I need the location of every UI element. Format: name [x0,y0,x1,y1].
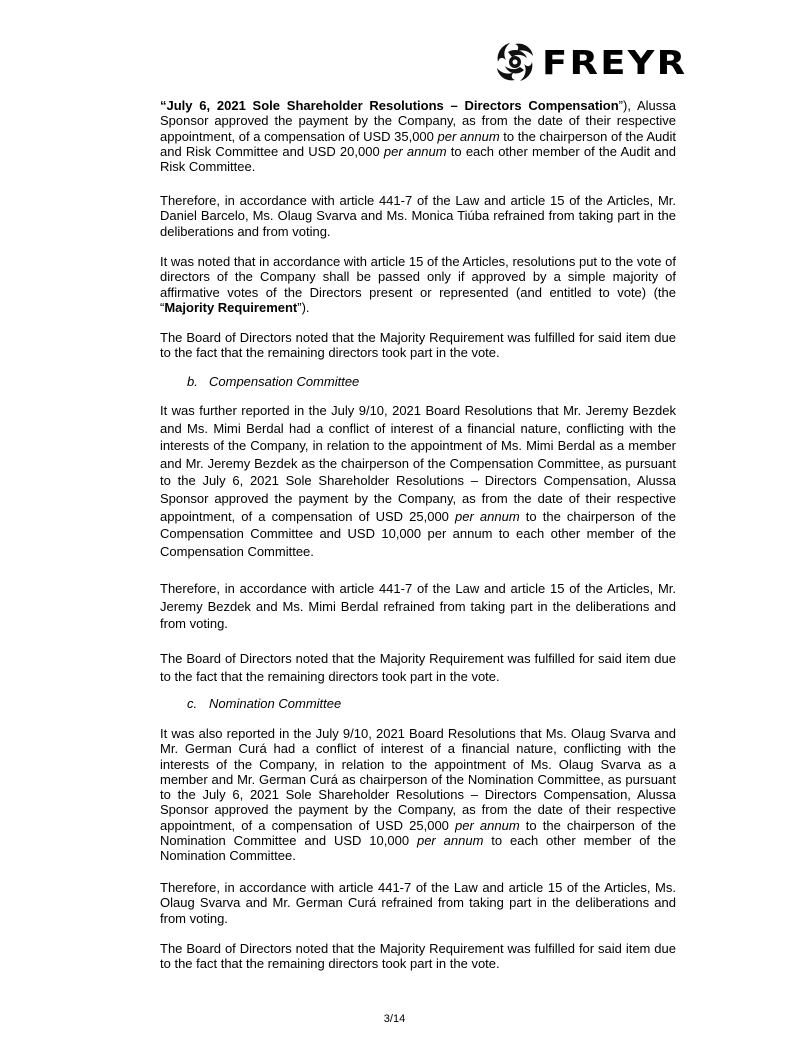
paragraph-audit-compensation [160,98,676,174]
italic-text: per annum [455,817,520,833]
paragraph-majority-fulfilled-nomination: The Board of Directors noted that the Majority Requirement was fulfilled for said item due to the fact that the remaining directors took part in the vote. [160,941,676,972]
text: to the chairperson of the Nomination Committee and USD 10,000 [160,817,676,849]
text: ”). [297,299,310,315]
text: to the chairperson of the Audit and Risk Committee and USD 20,000 [160,128,677,159]
paragraph-compensation-refrained: Therefore, in accordance with article 441-7 of the Law and article 15 of the Articles, Mr. Jeremy Bezdek and Ms. Mimi Berdal refrained from taking part in the deliberations and from voting. [160,581,676,632]
subheading-title: Compensation Committee [209,374,360,389]
subheading-letter: b. [187,374,198,389]
defined-term-directors-compensation: “July 6, 2021 Sole Shareholder Resolutions – Directors Compensation [160,98,619,113]
paragraph-nomination-conflict [160,726,676,864]
text: to each other member of the Nomination Committee. [160,833,677,864]
subheading-nomination-committee [187,696,341,712]
text: to the chairperson of the Compensation Committee and USD 10,000 per annum to each other member of the Compensation Committee. [160,508,676,559]
text: It was also reported in the July 9/10, 2021 Board Resolutions that Ms. Olaug Svarva and Mr. German Curá had a conflict of interest of a financial nature, conflicting with the interests of the Company, in relation to the appointment of Ms. Olaug Svarva as a member and Mr. German Curá as chairperson of the Nomination Committee, as pursuant to the July 6, 2021 Sole Shareholder Resolutions – Directors Compensation, Alussa Sponsor approved the payment by the Company, as from the date of their respective appointment, of a compensation of USD 25,000 [160,726,676,833]
text: to each other member of the Audit and Risk Committee. [160,143,676,175]
paragraph-majority-requirement [160,254,676,315]
text: It was further reported in the July 9/10, 2021 Board Resolutions that Mr. Jeremy Bezdek and Ms. Mimi Berdal had a conflict of interest of a financial nature, conflicting with the interests of the Company, in relation to the appointment of Ms. Mimi Berdal as a member and Mr. Jeremy Bezdek as the chairperson of the Compensation Committee, as pursuant to the July 6, 2021 Sole Shareholder Resolutions – Directors Compensation, Alussa Sponsor approved the payment by the Company, as from the date of their respective appointment, of a compensation of USD 25,000 [160,403,676,524]
logo-wordmark: FREYR [542,42,688,82]
freyr-logo [494,40,688,84]
text: It was noted that in accordance with article 15 of the Articles, resolutions put to the vote of directors of the Company shall be passed only if approved by a simple majority of affirmative votes of the Directors present or represented (and entitled to vote) (the “ [160,254,676,315]
italic-text: per annum [416,833,484,849]
paragraph-compensation-conflict [160,402,676,560]
italic-text: per annum [383,143,447,159]
paragraph-majority-fulfilled-compensation: The Board of Directors noted that the Majority Requirement was fulfilled for said item due to the fact that the remaining directors took part in the vote. [160,651,676,684]
defined-term-majority-requirement: Majority Requirement [164,299,298,315]
paragraph-nomination-refrained: Therefore, in accordance with article 441-7 of the Law and article 15 of the Articles, Ms. Olaug Svarva and Mr. German Curá refrained from taking part in the deliberations and from voting. [160,880,676,926]
italic-text: per annum [437,128,500,144]
swirl-logo-icon [494,40,536,84]
subheading-letter: c. [187,696,198,711]
text: ”), Alussa Sponsor approved the payment by the Company, as from the date of their respective appointment, of a compensation of USD 35,000 [160,98,677,144]
subheading-title: Nomination Committee [209,696,342,711]
subheading-compensation-committee [187,374,359,390]
page-number: 3/14 [383,1013,406,1025]
paragraph-majority-fulfilled-audit: The Board of Directors noted that the Majority Requirement was fulfilled for said item due to the fact that the remaining directors took part in the vote. [160,330,676,361]
paragraph-audit-refrained: Therefore, in accordance with article 441-7 of the Law and article 15 of the Articles, Mr. Daniel Barcelo, Ms. Olaug Svarva and Ms. Monica Tiúba refrained from taking part in the deliberations and from voting. [160,193,676,239]
italic-text: per annum [455,508,520,524]
